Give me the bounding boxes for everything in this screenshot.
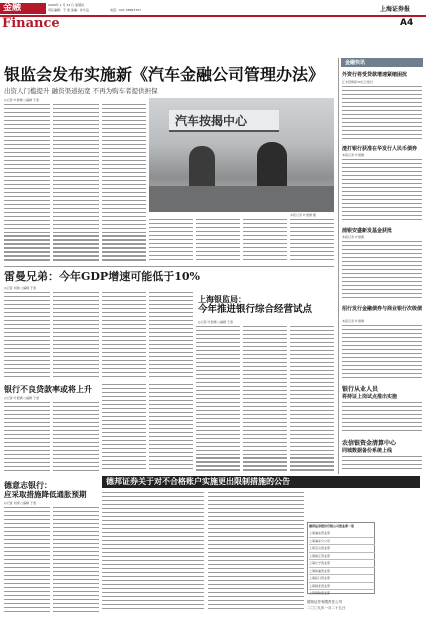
lead-text-col-4 (149, 219, 193, 264)
deposit-byline: ◎记者 刘建 ○编辑 于雷 (4, 501, 37, 505)
sidebar-item-5-text (342, 402, 422, 436)
masthead-meta-1: 2009年 1 月 31 日 星期四 (48, 3, 85, 7)
sidebar-item-4-text (342, 325, 422, 381)
deposit-subheadline: 应采取措施降低通胀预期 (4, 490, 87, 499)
sidebar-item-3-title: 浦银安盛新发基金获批 (342, 228, 393, 234)
branch-table (307, 522, 375, 594)
branch-table-body (309, 530, 375, 597)
gdp-text-col-4 (149, 292, 193, 380)
securities-text-col-2 (208, 492, 304, 614)
lead-text-col-7 (290, 219, 334, 264)
bank-text-col-4 (149, 384, 193, 474)
shanghai-text-col-2 (243, 326, 287, 474)
lead-text-col-2 (53, 104, 99, 264)
lead-text-col-3 (102, 104, 146, 264)
shanghai-byline: ◎记者 叶展旗 ○编辑 于雷 (198, 320, 234, 324)
lead-text-col-6 (243, 219, 287, 264)
gdp-byline: ◎记者 刘建 ○编辑 于雷 (4, 286, 37, 290)
lead-byline: ◎记者 叶展旗 ○编辑 于雷 (4, 98, 40, 102)
sidebar-item-1-text (342, 86, 422, 142)
securities-signature: 德邦证券有限责任公司 (307, 600, 342, 604)
shanghai-text-col-3 (290, 326, 334, 474)
sidebar-header-label: 金融快讯 (345, 60, 366, 66)
table-row: 上海闸北营业部 (309, 583, 375, 591)
sidebar-item-5-sub: 将持证上岗试点推出实施 (342, 394, 398, 400)
deposit-headline: 德意志银行： (4, 480, 52, 490)
lead-text-col-1 (4, 104, 50, 264)
sidebar-item-6-sub: 同城数据备份系统上线 (342, 448, 393, 454)
sidebar-item-1-sub: 汇丰回购拟30亿元偿付 (342, 80, 373, 84)
bank-text-col-1 (4, 402, 50, 474)
masthead-meta-2: 责任编辑：于 雷 美编：许允良 (48, 8, 89, 12)
sidebar-item-4-title: 招行发行金融债券与商业银行次级债 (342, 306, 423, 312)
masthead-rule (0, 15, 426, 17)
sidebar-item-2-text (342, 159, 422, 223)
gdp-headline: 雷曼兄弟：今年GDP增速可能低于10% (4, 270, 200, 283)
lead-photo-caption: 本报记者 叶展旗 摄 (290, 213, 316, 217)
lead-text-col-5 (196, 219, 240, 264)
bank-text-col-2 (53, 402, 99, 474)
masthead-meta-3: 电话：021-38967707 (110, 8, 142, 12)
section-title-cn: 金融 (3, 3, 22, 13)
photo-sign-text: 汽车按揭中心 (175, 114, 248, 128)
sidebar-item-5-title: 银行从业人员 (342, 386, 379, 393)
sidebar-item-6-text (342, 456, 422, 474)
deposit-text-col-1 (4, 507, 50, 617)
securities-banner-title: 德邦证券关于对不合格账户实施更出限制措施的公告 (106, 477, 290, 486)
sidebar-item-3-sub: 本报记者 叶展旗 (342, 235, 364, 239)
paper-name: 上海证券报 (380, 6, 411, 13)
table-row: 上海浦东分公司 (309, 538, 375, 546)
gdp-text-col-3 (102, 292, 146, 380)
bank-headline: 银行不良贷款率或将上升 (4, 384, 92, 394)
section-title-en: Finance (2, 16, 60, 31)
bank-text-col-3 (102, 384, 146, 474)
photo-desk (149, 186, 334, 212)
gdp-text-col-2 (53, 292, 99, 380)
table-row: 上海徐汇营业部 (309, 553, 375, 561)
sidebar-item-2-sub: 本报记者 叶展旗 (342, 153, 364, 157)
deposit-text-col-2 (53, 507, 99, 617)
table-row: 上海虹口营业部 (309, 575, 375, 583)
lead-subheadline: 出资人门槛提升 融资渠道拓宽 不再为购车者提供担保 (4, 87, 158, 95)
shanghai-headline-1: 上海银监局： (198, 294, 246, 304)
sidebar-item-3-text (342, 241, 422, 301)
branch-table-title: 德邦证券股份有限公司营业部一览 (309, 524, 355, 528)
table-row: 上海长宁营业部 (309, 560, 375, 568)
table-row: 上海宝山营业部 (309, 545, 375, 553)
shanghai-headline-2: 今年推进银行综合经营试点 (198, 304, 313, 315)
lead-headline: 银监会发布实施新《汽车金融公司管理办法》 (4, 65, 325, 84)
bank-byline: ◎记者 叶展旗 ○编辑 于雷 (4, 396, 40, 400)
lead-photo (149, 98, 334, 212)
masthead (0, 0, 426, 48)
gdp-text-col-1 (4, 292, 50, 380)
sidebar-item-2-title: 渣打银行获准在华发行人民币债券 (342, 146, 418, 152)
table-row: 上海浦东营业部 (309, 530, 375, 538)
section-divider (4, 266, 334, 267)
sidebar-item-6-title: 农信银资金清算中心 (342, 440, 397, 447)
sidebar-item-1-title: 外资行将受贷款增速紧缩困扰 (342, 72, 408, 78)
securities-date: 二〇〇九年一月二十九日 (307, 606, 346, 610)
table-row: 上海杨浦营业部 (309, 568, 375, 576)
securities-text-col-1 (102, 492, 204, 614)
sidebar-item-4-sub: 本报记者 叶展旗 (342, 319, 364, 323)
shanghai-text-col-1 (196, 326, 240, 474)
table-row: 上海普陀营业部 (309, 591, 331, 595)
page-number: A4 (400, 18, 414, 28)
